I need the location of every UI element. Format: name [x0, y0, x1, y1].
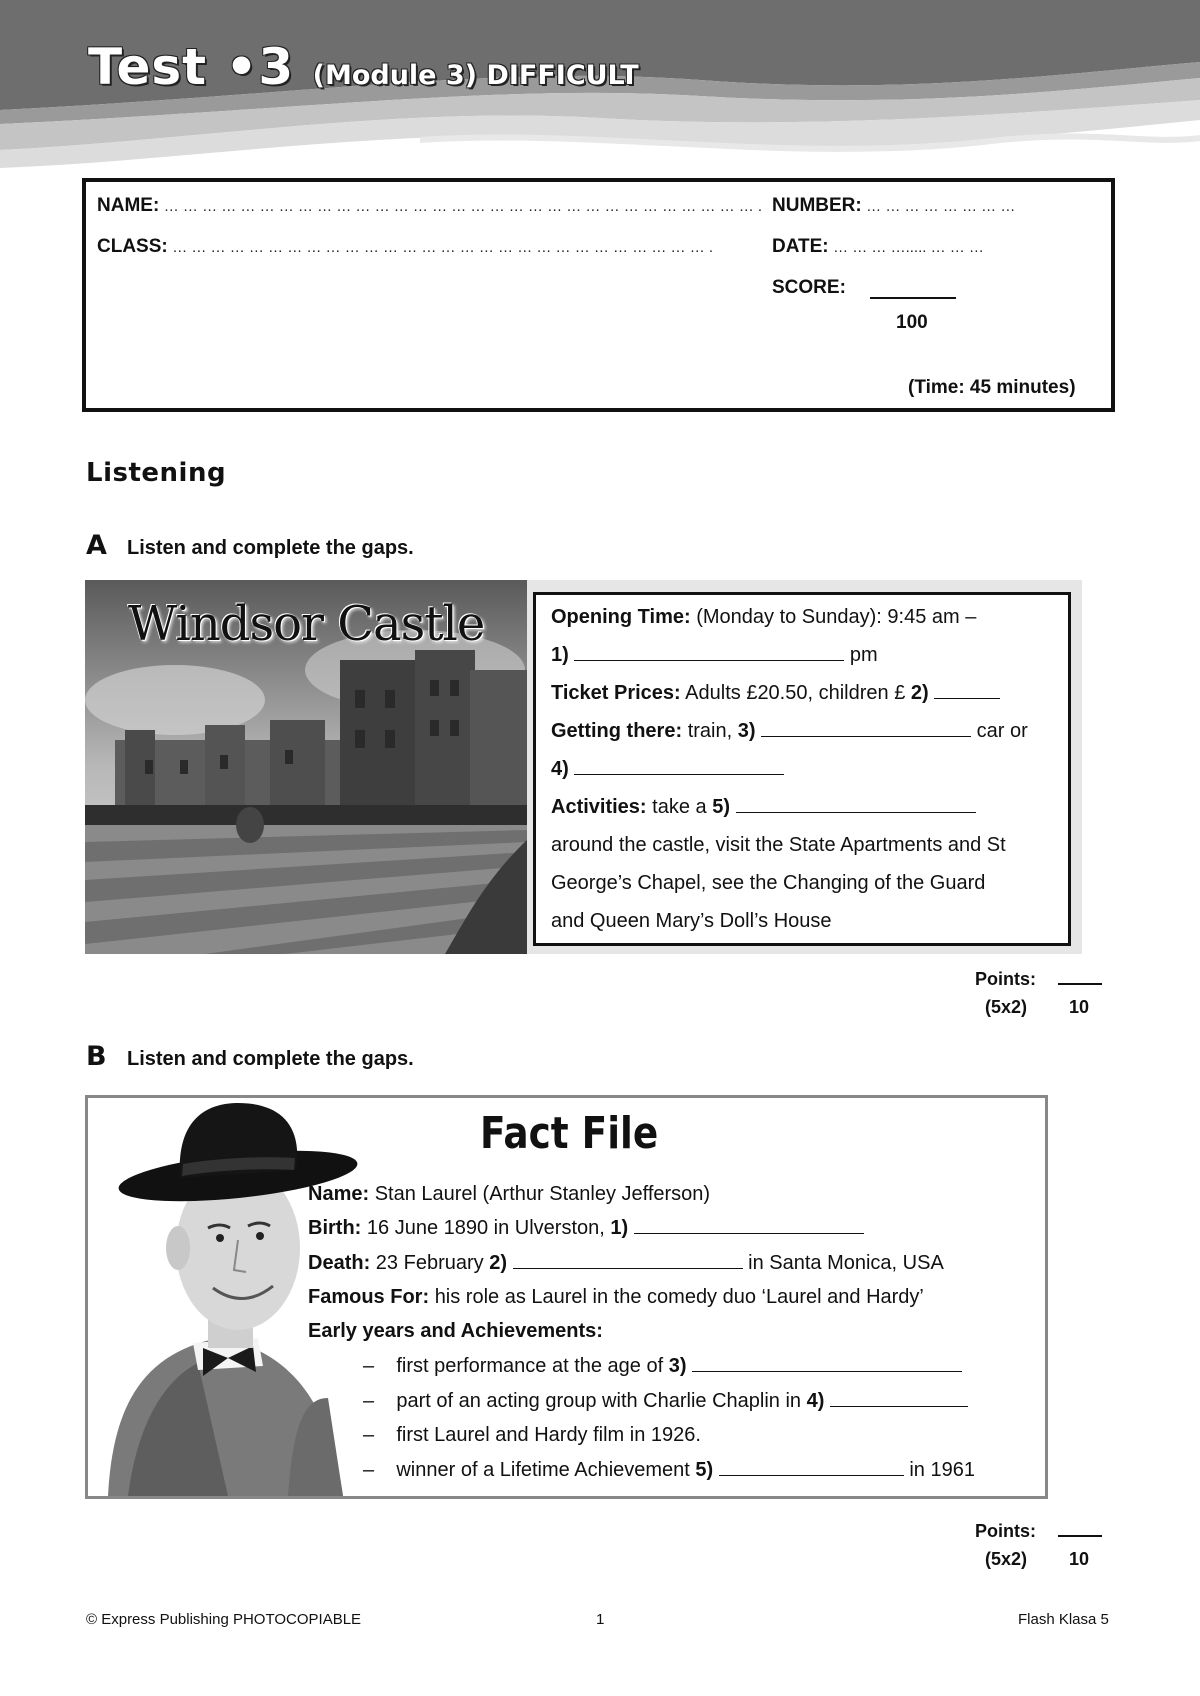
task-b-points-formula: (5x2): [985, 1549, 1028, 1569]
footer-book-title: Flash Klasa 5: [1018, 1611, 1109, 1628]
footer-page-number: 1: [596, 1611, 605, 1628]
fact-name-text: Stan Laurel (Arthur Stanley Jefferson): [374, 1183, 711, 1205]
getting-there-line: [551, 718, 1028, 744]
task-b-points-total: 10: [1069, 1549, 1090, 1569]
gap1-blank[interactable]: [574, 642, 844, 661]
fact-gap1-number: 1): [610, 1217, 629, 1239]
task-b-points-field[interactable]: [1058, 1535, 1102, 1537]
fact-gap4-number: 4): [806, 1390, 825, 1412]
gap2-number: 2): [910, 682, 929, 704]
gap3-number: 3): [737, 720, 756, 742]
task-b-letter: B: [86, 1041, 107, 1072]
ticket-prices-line: [551, 680, 1000, 706]
opening-time-line: [551, 604, 976, 630]
gap4-blank[interactable]: [574, 756, 784, 775]
date-label: DATE:: [772, 236, 829, 257]
test-title: [88, 38, 639, 96]
fact-gap2-blank[interactable]: [513, 1250, 743, 1269]
fact-death-after: in Santa Monica, USA: [748, 1252, 944, 1274]
fact-gap2-number: 2): [489, 1252, 507, 1274]
class-label: CLASS:: [97, 236, 168, 257]
fact-item-4-after: in 1961: [909, 1459, 975, 1481]
fact-birth-line: [308, 1215, 864, 1241]
task-a-points-formula: (5x2): [985, 997, 1028, 1017]
bullet-dash: –: [363, 1390, 375, 1412]
task-a-points-total: 10: [1069, 997, 1090, 1017]
name-label: NAME:: [97, 195, 160, 216]
gap5-number: 5): [712, 796, 730, 818]
fact-item-1-text: first performance at the age of: [396, 1355, 664, 1377]
task-a-letter: A: [86, 530, 107, 561]
getting-label: Getting there:: [551, 720, 683, 742]
fact-name-label: Name:: [308, 1183, 370, 1205]
bullet-dash: –: [363, 1459, 375, 1481]
fact-item-4: [363, 1457, 975, 1483]
gap4-number: 4): [551, 758, 569, 780]
activities-label: Activities:: [551, 796, 647, 818]
gap1-line: [551, 642, 878, 668]
activities-line-3: George’s Chapel, see the Changing of the Guard: [551, 872, 986, 894]
fact-death-label: Death:: [308, 1252, 371, 1274]
section-heading-listening: Listening: [86, 458, 227, 488]
score-field[interactable]: [870, 281, 956, 299]
date-row: [772, 236, 984, 258]
fact-birth-text: 16 June 1890 in Ulverston,: [366, 1217, 605, 1239]
activities-line-4: and Queen Mary’s Doll’s House: [551, 910, 832, 932]
fact-famous-text: his role as Laurel in the comedy duo ‘Laurel and Hardy’: [434, 1286, 924, 1308]
fact-item-3: [363, 1422, 701, 1448]
fact-gap4-blank[interactable]: [830, 1388, 968, 1407]
fact-item-1: [363, 1353, 962, 1379]
fact-item-4-text: winner of a Lifetime Achievement: [396, 1459, 690, 1481]
fact-name-line: [308, 1181, 710, 1207]
fact-birth-label: Birth:: [308, 1217, 362, 1239]
gap1-number: 1): [551, 644, 569, 666]
opening-text: (Monday to Sunday): 9:45 am –: [696, 606, 977, 628]
fact-gap5-number: 5): [695, 1459, 714, 1481]
activities-line: [551, 794, 976, 820]
fact-early-label: Early years and Achievements:: [308, 1320, 603, 1342]
task-b-points-label: Points:: [975, 1521, 1036, 1541]
fact-famous-label: Famous For:: [308, 1286, 430, 1308]
gap1-after: pm: [849, 644, 878, 666]
number-label: NUMBER:: [772, 195, 862, 216]
test-title-main: Test •3: [88, 38, 295, 96]
fact-gap1-blank[interactable]: [634, 1215, 864, 1234]
gap5-blank[interactable]: [736, 794, 976, 813]
task-a-points-label: Points:: [975, 969, 1036, 989]
fact-famous-line: [308, 1284, 924, 1310]
test-title-sub: (Module 3) DIFFICULT: [312, 60, 639, 91]
gap3-blank[interactable]: [761, 718, 971, 737]
fact-gap5-blank[interactable]: [719, 1457, 904, 1476]
bullet-dash: –: [363, 1355, 375, 1377]
windsor-castle-caption: Windsor Castle: [128, 596, 485, 652]
activities-line-2: around the castle, visit the State Apartments and St: [551, 834, 1006, 856]
fact-item-2-text: part of an acting group with Charlie Chaplin in: [396, 1390, 802, 1412]
bullet-dash: –: [363, 1424, 375, 1446]
fact-death-text: 23 February: [375, 1252, 484, 1274]
windsor-info-box: [533, 592, 1071, 946]
footer-copyright: © Express Publishing PHOTOCOPIABLE: [86, 1611, 362, 1628]
task-a-points-field[interactable]: [1058, 983, 1102, 985]
gap2-blank[interactable]: [934, 680, 1000, 699]
name-row: [97, 195, 762, 217]
fact-death-line: [308, 1250, 944, 1276]
fact-item-2: [363, 1388, 968, 1414]
number-row: [772, 195, 1015, 217]
activities-text: take a: [652, 796, 707, 818]
fact-gap3-blank[interactable]: [692, 1353, 962, 1372]
task-b-instruction: Listen and complete the gaps.: [127, 1048, 414, 1070]
tickets-label: Ticket Prices:: [551, 682, 681, 704]
name-field[interactable]: … … … … … … … … … … … … … … … … … … … … … … … … … … … … … … … .: [163, 198, 763, 215]
class-row: [97, 236, 713, 258]
gap4-line: [551, 756, 784, 782]
score-label: SCORE:: [772, 277, 846, 298]
fact-gap3-number: 3): [668, 1355, 687, 1377]
fact-item-3-text: first Laurel and Hardy film in 1926.: [396, 1424, 701, 1446]
class-field[interactable]: … … … … … … … … … … … … … … … … … … … … … … … … … … … … .: [172, 239, 714, 256]
task-a-instruction: Listen and complete the gaps.: [127, 537, 414, 559]
score-row: [772, 277, 846, 299]
time-limit: (Time: 45 minutes): [908, 377, 1076, 398]
fact-file-title: Fact File: [480, 1108, 659, 1159]
gap3-after: car or: [976, 720, 1028, 742]
tickets-text: Adults £20.50, children £: [685, 682, 906, 704]
score-total: 100: [896, 312, 928, 333]
getting-text: train,: [687, 720, 733, 742]
opening-label: Opening Time:: [551, 606, 691, 628]
number-field[interactable]: … … … … … … … …: [866, 198, 1016, 215]
date-field[interactable]: … … … …..... … … …: [833, 239, 984, 256]
